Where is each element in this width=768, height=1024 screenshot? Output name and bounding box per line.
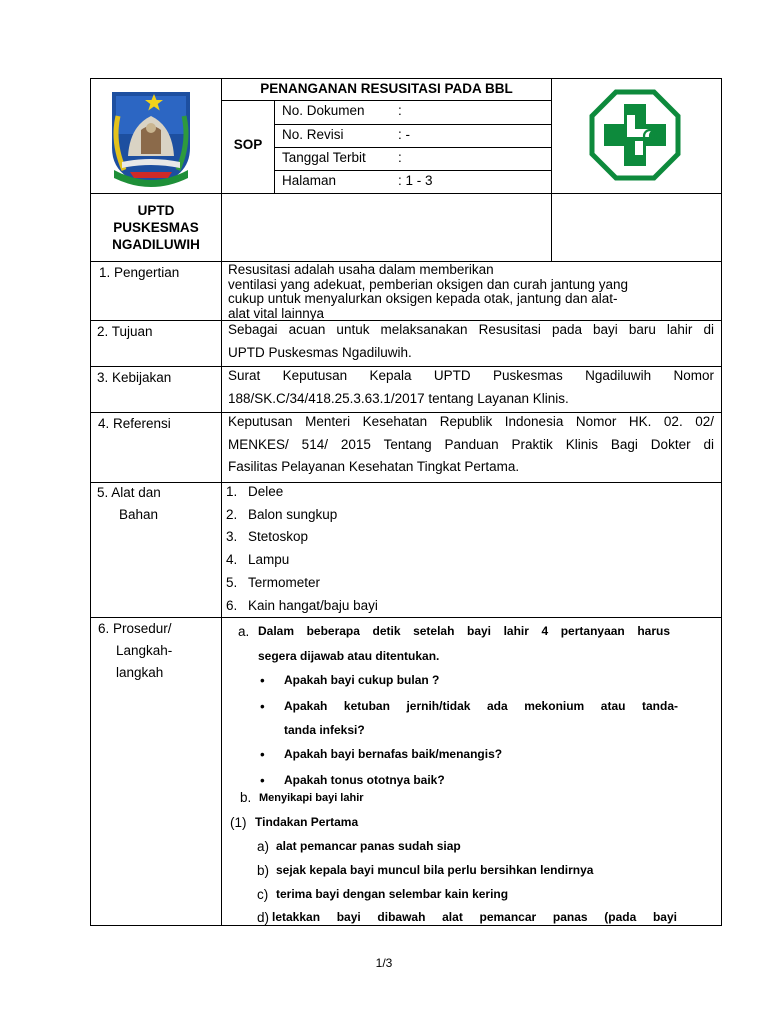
field-value-no-dokumen: :: [398, 103, 402, 118]
kabupaten-emblem-logo: [108, 86, 194, 188]
question-4: Apakah tonus ototnya baik?: [284, 773, 445, 787]
field-label-tanggal-terbit: Tanggal Terbit: [282, 150, 366, 165]
step-1-text: Tindakan Pertama: [255, 815, 359, 829]
section-label-kebijakan: 3. Kebijakan: [97, 370, 172, 385]
section-label-prosedur-1: 6. Prosedur/: [98, 621, 172, 636]
section-label-tujuan: 2. Tujuan: [97, 324, 153, 339]
field-label-no-dokumen: No. Dokumen: [282, 103, 365, 118]
list-item: 2. Balon sungkup: [226, 506, 338, 522]
pengertian-text: Resusitasi adalah usaha dalam memberikan ventilasi yang adekuat, pemberian oksigen dan curah jantung yang cukup untuk menyalurkan oksigen kepada otak, jantung dan alat- alat vital lainnya: [228, 262, 629, 321]
section-label-prosedur-3: langkah: [116, 665, 164, 680]
substep-a-text: alat pemancar panas sudah siap: [276, 839, 461, 853]
substep-c-marker: c): [257, 887, 269, 902]
question-3: Apakah bayi bernafas baik/menangis?: [284, 747, 503, 761]
substep-b-marker: b): [257, 863, 270, 878]
substep-b-text: sejak kepala bayi muncul bila perlu bersihkan lendirnya: [276, 863, 594, 877]
field-value-halaman: : 1 - 3: [398, 173, 433, 188]
section-label-alat-1: 5. Alat dan: [97, 485, 161, 500]
institution-line-3: NGADILUWIH: [112, 237, 200, 252]
substep-d-text: letakkan bayi dibawah alat pemancar panas (pada bayi: [272, 910, 677, 924]
list-item: 4. Lampu: [226, 552, 290, 568]
sop-label: SOP: [233, 137, 263, 152]
document-title: PENANGANAN RESUSITASI PADA BBL: [260, 81, 513, 96]
tujuan-text: Sebagai acuan untuk melaksanakan Resusitasi pada bayi baru lahir di UPTD Puskesmas Ngadiluwih.: [228, 322, 714, 360]
list-item: 1. Delee: [226, 484, 284, 499]
section-label-prosedur-2: Langkah-: [116, 643, 173, 658]
bullet-4: •: [260, 773, 265, 788]
page-number: 1/3: [375, 956, 393, 970]
bullet-3: •: [260, 747, 265, 762]
puskesmas-logo: [589, 89, 681, 181]
referensi-text: Keputusan Menteri Kesehatan Republik Indonesia Nomor HK. 02. 02/ MENKES/ 514/ 2015 Tentang Panduan Praktik Klinis Bagi Dokter di Fasilitas Pelayanan Kesehatan Tingkat Pertama.: [228, 414, 714, 474]
alat-list: [226, 481, 378, 617]
section-label-referensi: 4. Referensi: [98, 416, 171, 431]
bullet-2: •: [260, 699, 265, 714]
prosedur-b-marker: b.: [240, 790, 252, 805]
substep-d-marker: d): [257, 910, 270, 925]
substep-a-marker: a): [257, 839, 270, 854]
step-1-marker: (1): [230, 815, 247, 830]
list-item: 6. Kain hangat/baju bayi: [226, 597, 378, 613]
prosedur-a-marker: a.: [238, 624, 250, 639]
prosedur-a-line1: Dalam beberapa detik setelah bayi lahir 4 pertanyaan harus: [258, 624, 670, 638]
prosedur-b-text: Menyikapi bayi lahir: [259, 792, 364, 804]
list-item: 3. Stetoskop: [226, 529, 309, 545]
question-2-line1: Apakah ketuban jernih/tidak ada mekonium atau tanda-: [284, 699, 678, 713]
question-1: Apakah bayi cukup bulan ?: [284, 673, 440, 687]
prosedur-a-line2: segera dijawab atau ditentukan.: [258, 649, 440, 663]
kebijakan-text: Surat Keputusan Kepala UPTD Puskesmas Ngadiluwih Nomor 188/SK.C/34/418.25.3.63.1/2017 tentang Layanan Klinis.: [228, 368, 714, 406]
bullet-1: •: [260, 673, 265, 688]
institution-line-1: UPTD: [137, 203, 175, 218]
question-2-line2: tanda infeksi?: [284, 723, 365, 737]
institution-line-2: PUSKESMAS: [113, 220, 199, 235]
field-value-no-revisi: : -: [398, 127, 410, 142]
field-label-halaman: Halaman: [282, 173, 337, 188]
list-item: 5. Termometer: [226, 574, 321, 590]
section-label-pengertian: 1. Pengertian: [99, 265, 180, 280]
section-label-alat-2: Bahan: [119, 507, 159, 522]
field-label-no-revisi: No. Revisi: [282, 127, 344, 142]
substep-c-text: terima bayi dengan selembar kain kering: [276, 887, 509, 901]
field-value-tanggal-terbit: :: [398, 150, 402, 165]
